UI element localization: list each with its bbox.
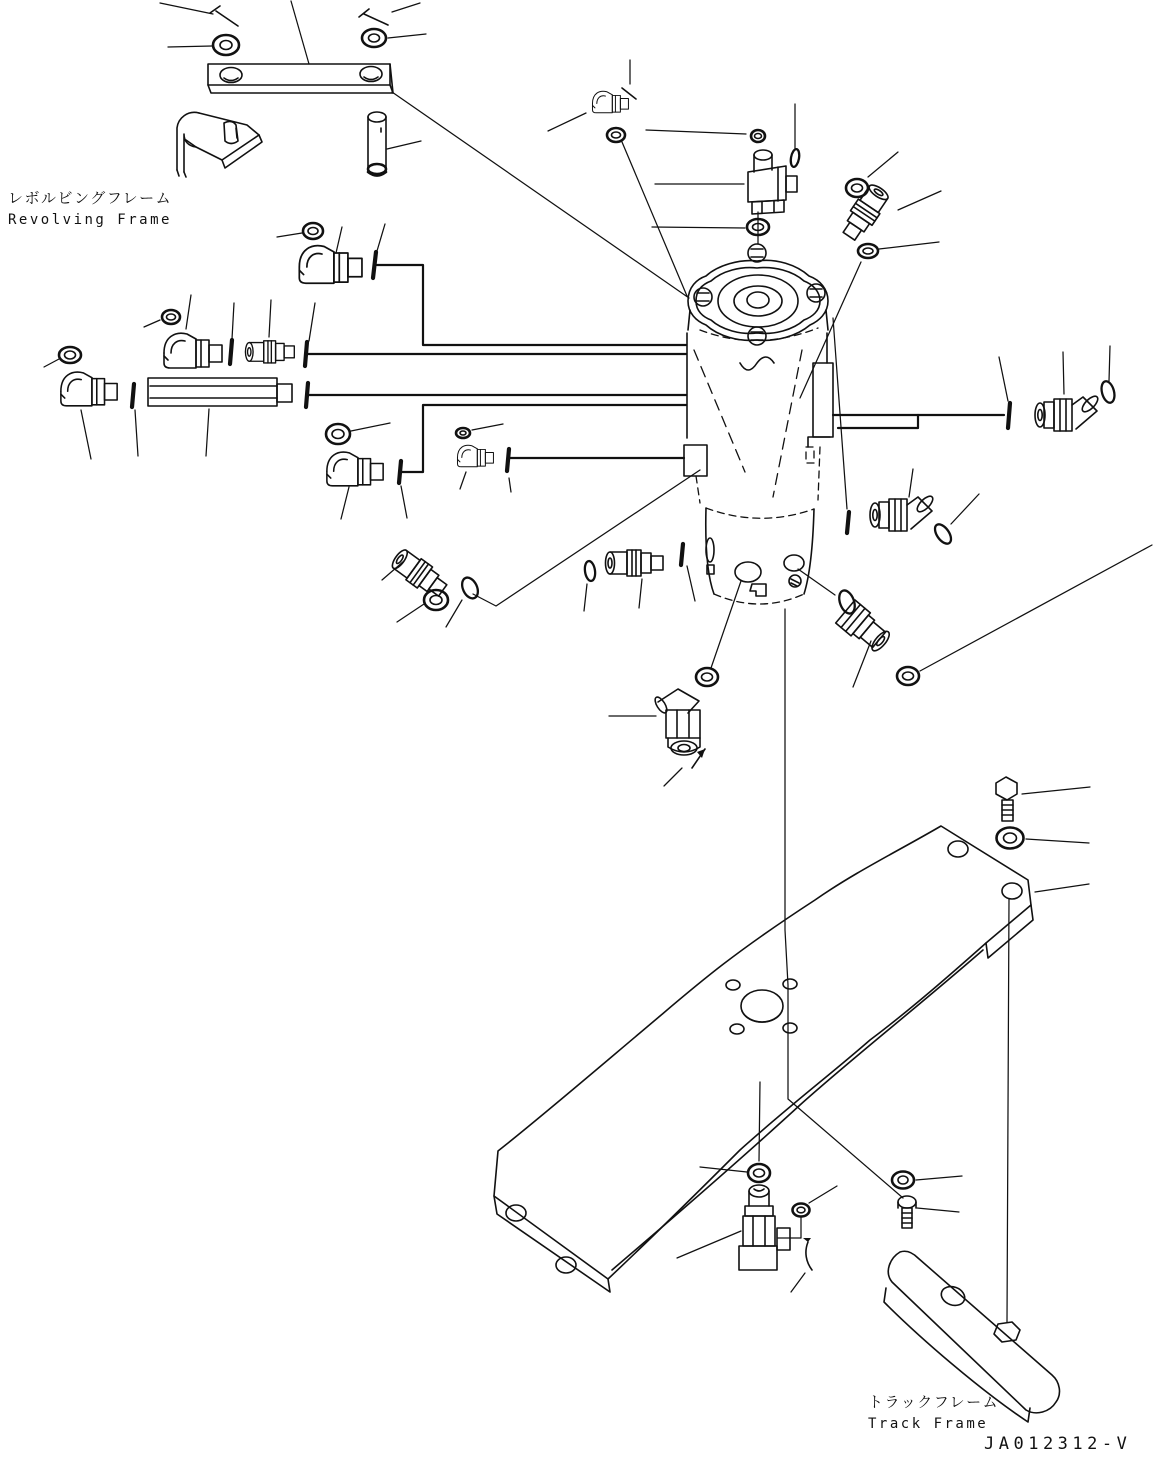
assembly-center-line [759, 1082, 760, 1161]
o-ring [1099, 380, 1116, 404]
clamp-bracket [177, 112, 262, 177]
elbow-fitting [299, 246, 362, 284]
straight-fitting [606, 550, 664, 576]
45-degree-elbow-fitting [1035, 394, 1100, 431]
o-ring [696, 668, 718, 686]
o-ring [897, 667, 919, 685]
45-degree-elbow-fitting [870, 494, 935, 531]
track-frame-label-en: Track Frame [868, 1416, 989, 1432]
tube-fitting [148, 378, 292, 406]
drawing-number: JA012312-V [984, 1434, 1132, 1454]
bracket-arm [494, 826, 1033, 1292]
o-ring [751, 130, 765, 142]
o-ring [793, 1204, 810, 1217]
assembly-center-line [785, 609, 903, 1198]
relief-valve [739, 1185, 790, 1270]
o-ring [607, 128, 625, 142]
revolving-frame-label-en: Revolving Frame [8, 212, 172, 228]
o-ring [303, 223, 323, 239]
o-ring [748, 1164, 770, 1182]
straight-fitting [389, 546, 451, 601]
o-ring [326, 424, 350, 444]
o-ring [932, 522, 954, 547]
elbow-fitting [164, 333, 222, 368]
elbow-fitting [327, 452, 383, 486]
o-ring [789, 148, 800, 167]
spring-pin [803, 1238, 812, 1270]
elbow-fitting [61, 372, 117, 406]
revolving-frame-label-jp: レボルビングフレーム [8, 189, 173, 207]
o-ring [162, 310, 180, 324]
bolt-icon [210, 6, 238, 26]
o-ring [584, 560, 597, 581]
washer [362, 29, 386, 47]
o-ring [456, 428, 470, 438]
spring-pin [622, 88, 636, 99]
bolt [898, 1196, 916, 1228]
pin [368, 112, 386, 176]
elbow-fitting [457, 445, 493, 467]
flange-bolt [748, 327, 766, 345]
washer [213, 35, 239, 55]
track-frame-label-jp: トラックフレーム [868, 1393, 1000, 1411]
swivel-joint [684, 244, 833, 604]
bottom-valve-group [677, 1164, 962, 1292]
left-fittings [44, 223, 686, 472]
mounting-bar [208, 64, 393, 93]
elbow-fitting-down [653, 689, 700, 755]
top-hardware [160, 1, 689, 298]
bolt [996, 777, 1017, 821]
mid-fittings [326, 423, 700, 627]
right-fittings [833, 318, 1117, 546]
o-ring [424, 590, 448, 610]
o-ring [59, 347, 81, 363]
bolt-icon [359, 9, 388, 25]
washer [997, 828, 1024, 849]
flange-bolt [748, 244, 766, 262]
straight-fitting [245, 341, 294, 363]
top-center-fittings [548, 60, 941, 398]
washer [892, 1172, 914, 1189]
o-ring [858, 244, 878, 258]
45-degree-elbow-fitting [836, 600, 894, 656]
flange-bolt [807, 284, 825, 302]
elbow-fitting [592, 91, 628, 113]
